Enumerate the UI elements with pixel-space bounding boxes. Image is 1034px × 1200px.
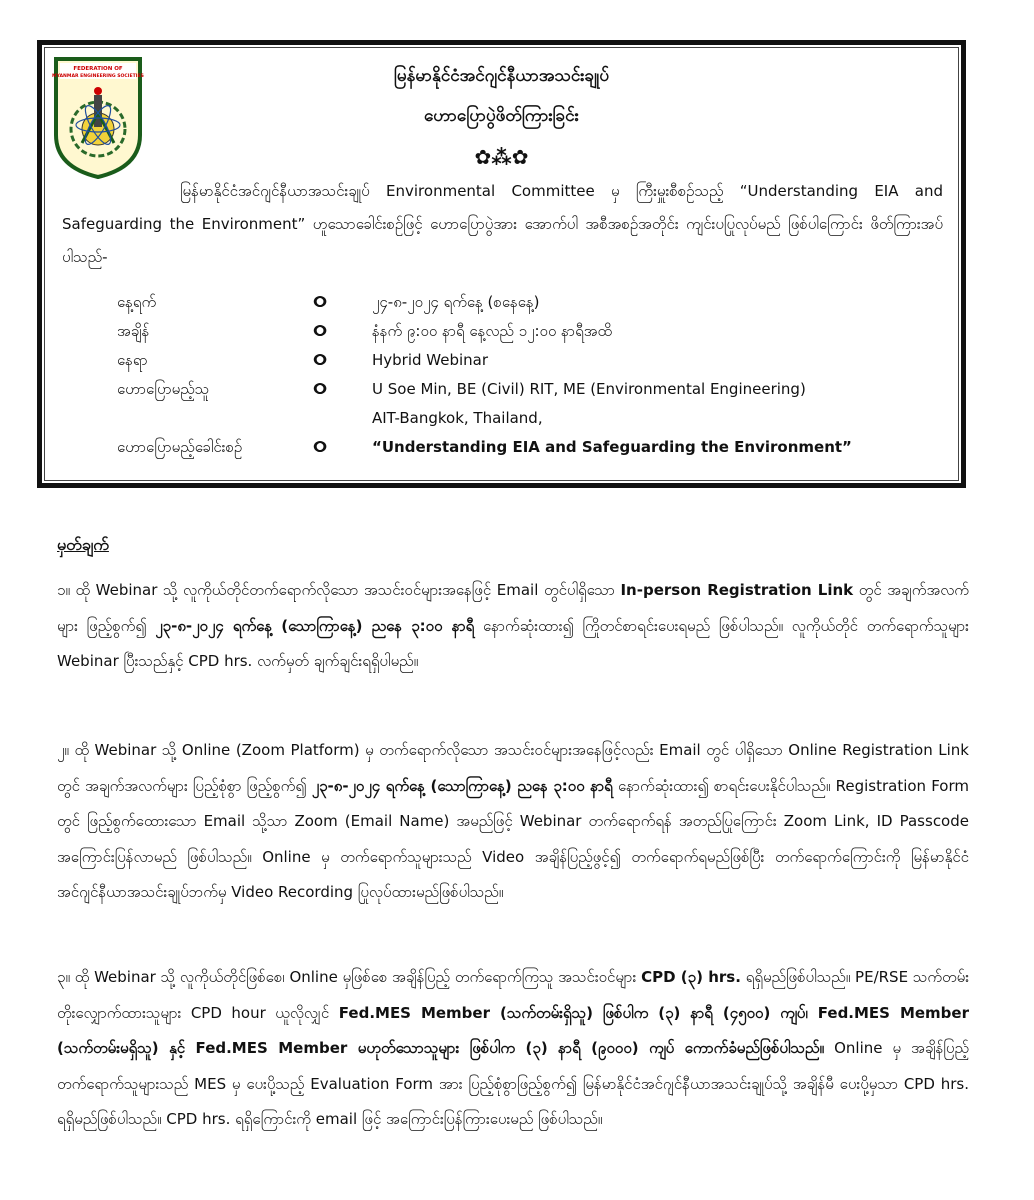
note-text: ၂။ ထို Webinar သို့ Online (Zoom Platform) မှ တက်ရောက်လိုသော အသင်းဝင်များအနေဖြင့်လည်း Email တွင် ပါရှိသော Online Registration Link တွင် အချက်အလက်များ ပြည့်စုံစွာ ဖြည့်စွက်၍ [57, 741, 969, 795]
detail-row-topic [117, 438, 937, 467]
detail-separator: ⵔ [313, 438, 328, 456]
detail-label: နေရာ [117, 351, 148, 369]
header-title: မြန်မာနိုင်ငံအင်ဂျင်နီယာအသင်းချုပ် [393, 66, 610, 86]
note-bold-text: CPD (၃) hrs. [641, 968, 741, 986]
detail-value: Hybrid Webinar [372, 351, 489, 369]
detail-value: U Soe Min, BE (Civil) RIT, ME (Environmental Engineering) [372, 380, 806, 398]
detail-row-venue [117, 351, 937, 380]
detail-value: ၂၄-၈-၂၀၂၄ ရက်နေ့ (စနေနေ့) [372, 293, 540, 311]
note-text: Online မှ အချိန်ပြည့်တက်ရောက်သူများသည် MES မှ ပေးပို့သည့် Evaluation Form အား ပြည့်စုံစွာဖြည့်စွက်၍ မြန်မာနိုင်ငံအင်ဂျင်နီယာအသင်းချုပ်သို့ အချိန်မီ ပေးပို့မှသာ CPD hrs. ရရှိမည်ဖြစ်ပါသည်။ CPD hrs. ရရှိကြောင်းကို email ဖြင့် အကြောင်းပြန်ကြားပေးမည် ဖြစ်ပါသည်။ [57, 1039, 969, 1128]
note-paragraph-1 [57, 573, 969, 680]
detail-row-date [117, 293, 937, 322]
detail-label: အချိန် [117, 322, 150, 340]
topic-text: “Understanding EIA and Safeguarding the Environment” [372, 438, 852, 456]
detail-separator: ⵔ [313, 322, 328, 340]
detail-label: ဟောပြောမည့်သူ [117, 380, 210, 398]
detail-row-speaker-cont [117, 409, 937, 438]
note-paragraph-2 [57, 733, 969, 911]
notes-heading: မှတ်ချက် [57, 535, 109, 554]
note-bold-text: ၂၃-၈-၂၀၂၄ ရက်နေ့ (သောကြာနေ့) ညနေ ၃:၀၀ နာရီ [155, 616, 475, 635]
note-bold-text: ၂၃-၈-၂၀၂၄ ရက်နေ့ (သောကြာနေ့) ညနေ ၃:၀၀ နာရီ [311, 776, 613, 795]
detail-separator: ⵔ [313, 293, 328, 311]
svg-text:MYANMAR ENGINEERING SOCIETIES: MYANMAR ENGINEERING SOCIETIES [52, 74, 144, 79]
detail-value: AIT-Bangkok, Thailand, [372, 409, 543, 427]
detail-row-time [117, 322, 937, 351]
note-text: နောက်ဆုံးထား၍ ကြိုတင်စာရင်းပေးရမည် ဖြစ်ပါသည်။ လူကိုယ်တိုင် တက်ရောက်သူများ Webinar ပြီးသည်နှင့် CPD hrs. လက်မှတ် ချက်ချင်းရရှိပါမည်။ [57, 616, 969, 670]
invitation-frame [37, 40, 966, 488]
note-paragraph-3 [57, 960, 969, 1138]
detail-separator: ⵔ [313, 351, 328, 369]
detail-row-speaker [117, 380, 937, 409]
note-text: ၁။ ထို Webinar သို့ လူကိုယ်တိုင်တက်ရောက်လိုသော အသင်းဝင်များအနေဖြင့် Email တွင်ပါရှိသော [57, 581, 621, 599]
note-text: ၃။ ထို Webinar သို့ လူကိုယ်တိုင်ဖြစ်စေ၊ Online မှဖြစ်စေ အချိန်ပြည့် တက်ရောက်ကြသူ အသင်းဝင်များ [57, 968, 642, 986]
detail-label: ဟောပြောမည့်ခေါင်းစဉ် [117, 438, 243, 456]
header-subtitle: ဟောပြောပွဲဖိတ်ကြားခြင်း [424, 106, 579, 126]
event-details [117, 293, 937, 467]
detail-separator: ⵔ [313, 380, 328, 398]
detail-value: နံနက် ၉:၀၀ နာရီ နေ့လည် ၁၂:၀၀ နာရီအထိ [372, 322, 612, 340]
ornament-divider: ✿⁂✿ [474, 145, 529, 169]
intro-text: မြန်မာနိုင်ငံအင်ဂျင်နီယာအသင်းချုပ် Environmental Committee မှ ကြီးမှူးစီစဉ်သည့် “Understanding EIA and Safeguarding the Environment” ဟူသောခေါင်းစဉ်ဖြင့် ဟောပြောပွဲအား အောက်ပါ အစီအစဉ်အတိုင်း ကျင်းပပြုလုပ်မည် ဖြစ်ပါကြောင်း ဖိတ်ကြားအပ်ပါသည်- [62, 182, 943, 266]
intro-paragraph [62, 175, 943, 274]
note-text: နောက်ဆုံးထား၍ စာရင်းပေးနိုင်ပါသည်။ Registration Form တွင် ဖြည့်စွက်ထေားသော Email သို့သာ Zoom (Email Name) အမည်ဖြင့် Webinar တက်ရောက်ရန် အတည်ပြုကြောင်း Zoom Link, ID Passcode အကြောင်းပြန်လာမည် ဖြစ်ပါသည်။ Online မှ တက်ရောက်သူများသည် Video အချိန်ပြည့်ဖွင့်၍ တက်ရောက်ရမည်ဖြစ်ပြီး တက်ရောက်ကြောင်းကို မြန်မာနိုင်ငံအင်ဂျင်နီယာအသင်းချုပ်ဘက်မှ Video Recording ပြုလုပ်ထားမည်ဖြစ်ပါသည်။ [57, 776, 969, 901]
note-bold-text: Fed.MES Member (သက်တမ်းရှိသူ) ဖြစ်ပါက (၃) နာရီ (၄၅၀၀) ကျပ်၊ Fed.MES Member (သက်တမ်းမရှိသူ) နှင့် Fed.MES Member မဟုတ်သောသူများ ဖြစ်ပါက (၃) နာရီ (၉၀၀၀) ကျပ် ကောက်ခံမည်ဖြစ်ပါသည်။ [57, 1003, 969, 1057]
note-text: ရရှိမည်ဖြစ်ပါသည်။ PE/RSE သက်တမ်းတိုးလျှောက်ထားသူများ CPD hour ယူလိုလျှင် [57, 968, 970, 1022]
detail-label: နေ့ရက် [117, 293, 157, 311]
detail-value [372, 438, 852, 456]
note-bold-text: In-person Registration Link [620, 581, 854, 599]
svg-text:FEDERATION OF: FEDERATION OF [73, 66, 123, 72]
note-text: တွင် အချက်အလက်များ ဖြည့်စွက်၍ [57, 581, 969, 635]
